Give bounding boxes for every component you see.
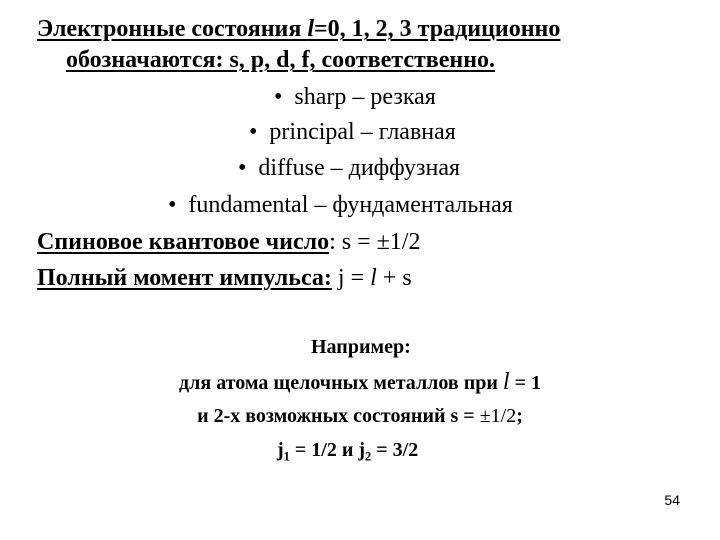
j2-subscript: 2 xyxy=(365,449,372,464)
example-line-2 xyxy=(0,404,720,428)
page-number: 54 xyxy=(664,492,680,508)
bullet-item-diffuse xyxy=(238,154,460,182)
moment-value-var: l xyxy=(370,265,377,291)
example-line-3 xyxy=(277,438,418,462)
heading-line-1 xyxy=(37,15,560,43)
example-line-2-suffix: ; xyxy=(516,405,523,427)
bullet-icon: • xyxy=(238,155,259,181)
j2-symbol: j xyxy=(358,439,366,461)
bullet-text: diffuse – диффузная xyxy=(258,155,461,181)
bullet-icon: • xyxy=(274,84,295,110)
bullet-icon: • xyxy=(249,119,270,145)
moment-value-suffix: + s xyxy=(376,265,412,291)
bullet-text: sharp – резкая xyxy=(294,84,436,110)
bullet-item-principal xyxy=(249,118,456,146)
heading-line-2: обозначаются: s, p, d, f, соответственно. xyxy=(66,47,496,73)
bullet-icon: • xyxy=(168,192,189,218)
j1-symbol: j xyxy=(277,439,284,461)
example-line-1 xyxy=(0,370,720,395)
heading-text-values: =0, 1, 2, 3 традиционно xyxy=(314,16,561,42)
bullet-item-sharp xyxy=(274,83,436,111)
example-line-1-var: l xyxy=(502,369,510,395)
bullet-text: fundamental – фундаментальная xyxy=(188,192,513,218)
bullet-text: principal – главная xyxy=(269,119,456,145)
example-line-1-suffix: = 1 xyxy=(509,372,541,394)
j1-subscript: 1 xyxy=(283,449,290,464)
spin-label: Спиновое квантовое число xyxy=(37,229,330,255)
example-line-2-text: и 2-х возможных состояний s = xyxy=(197,405,480,427)
example-line-2-value: ±1/2 xyxy=(479,405,517,427)
heading-text: Электронные состояния xyxy=(37,16,308,42)
j1-value: = 1/2 и xyxy=(289,439,359,461)
total-momentum-line xyxy=(37,264,412,292)
example-line-1-text: для атома щелочных металлов при xyxy=(179,372,503,394)
spin-value: : s = ±1/2 xyxy=(329,229,421,255)
bullet-item-fundamental xyxy=(168,191,513,219)
spin-quantum-number-line xyxy=(37,228,420,256)
moment-label: Полный момент импульса: xyxy=(37,265,332,291)
orbital-quantum-number-symbol: l xyxy=(307,16,314,42)
moment-value-prefix: j = xyxy=(331,265,371,291)
j2-value: = 3/2 xyxy=(371,439,419,461)
example-title: Например: xyxy=(311,336,411,358)
